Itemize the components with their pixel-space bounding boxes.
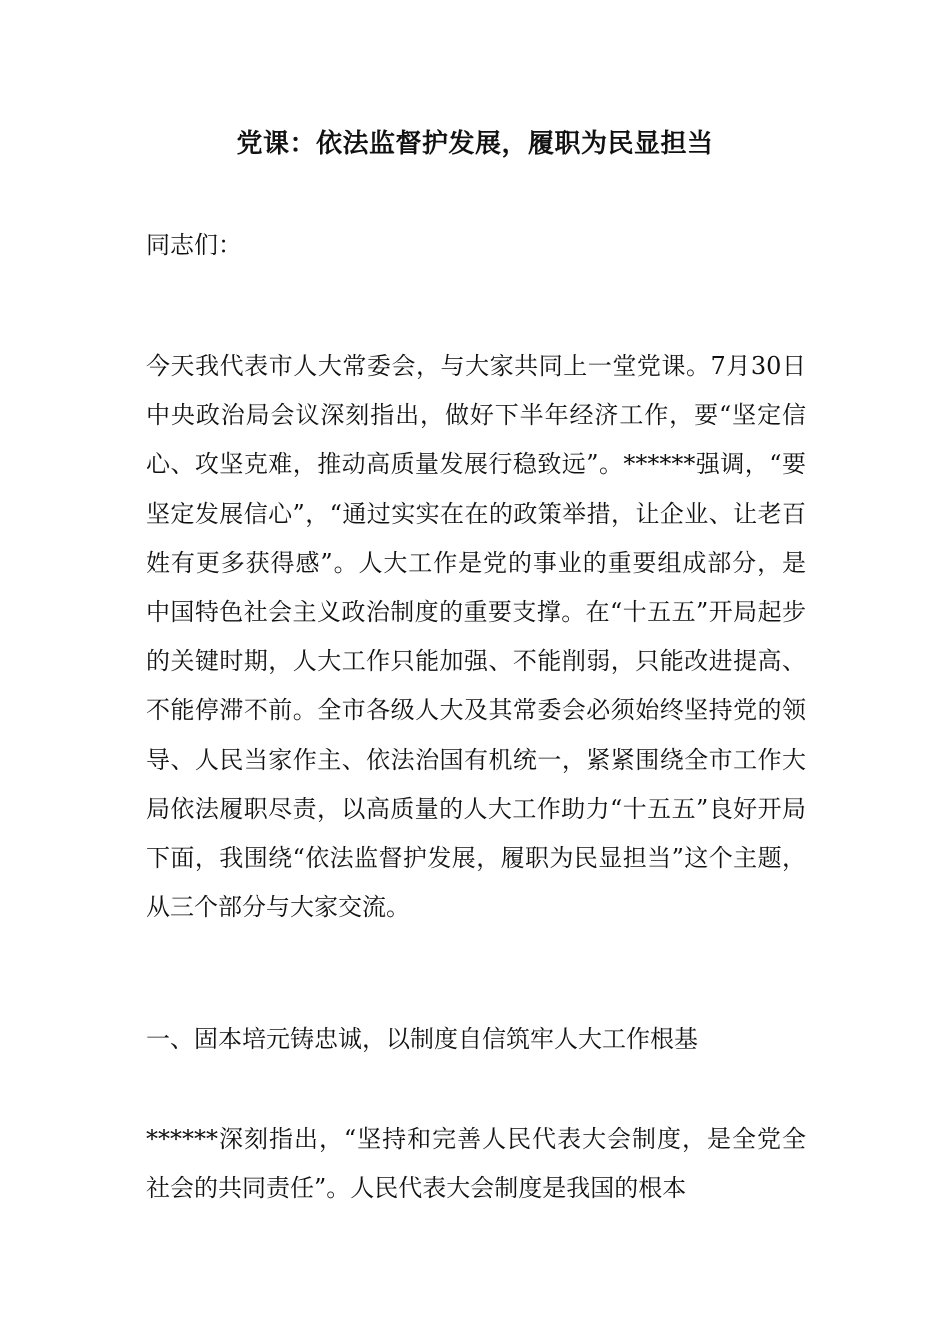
salutation: 同志们： [146,231,242,259]
paragraph-intro: 今天我代表市人大常委会，与大家共同上一堂党课。7月30日中央政治局会议深刻指出，做好下半年经济工作，要“坚定信心、攻坚克难，推动高质量发展行稳致远”。******强调，“要坚定发展信心”，“通过实实在在的政策举措，让企业、让老百姓有更多获得感”。人大工作是党的事业的重要组成部分，是中国特色社会主义政治制度的重要支撑。在“十五五”开局起步的关键时期，人大工作只能加强、不能削弱，只能改进提高、不能停滞不前。全市各级人大及其常委会必须始终坚持党的领导、人民当家作主、依法治国有机统一，紧紧围绕全市工作大局依法履职尽责，以高质量的人大工作助力“十五五”良好开局下面，我围绕“依法监督护发展，履职为民显担当”这个主题，从三个部分与大家交流。 [146,352,806,922]
section-heading: 一、固本培元铸忠诚，以制度自信筑牢人大工作根基 [146,1025,698,1053]
paragraph-section-1: ******深刻指出，“坚持和完善人民代表大会制度，是全党全社会的共同责任”。人民代表大会制度是我国的根本 [146,1125,806,1203]
document-title: 党课：依法监督护发展，履职为民显担当 [236,129,714,159]
